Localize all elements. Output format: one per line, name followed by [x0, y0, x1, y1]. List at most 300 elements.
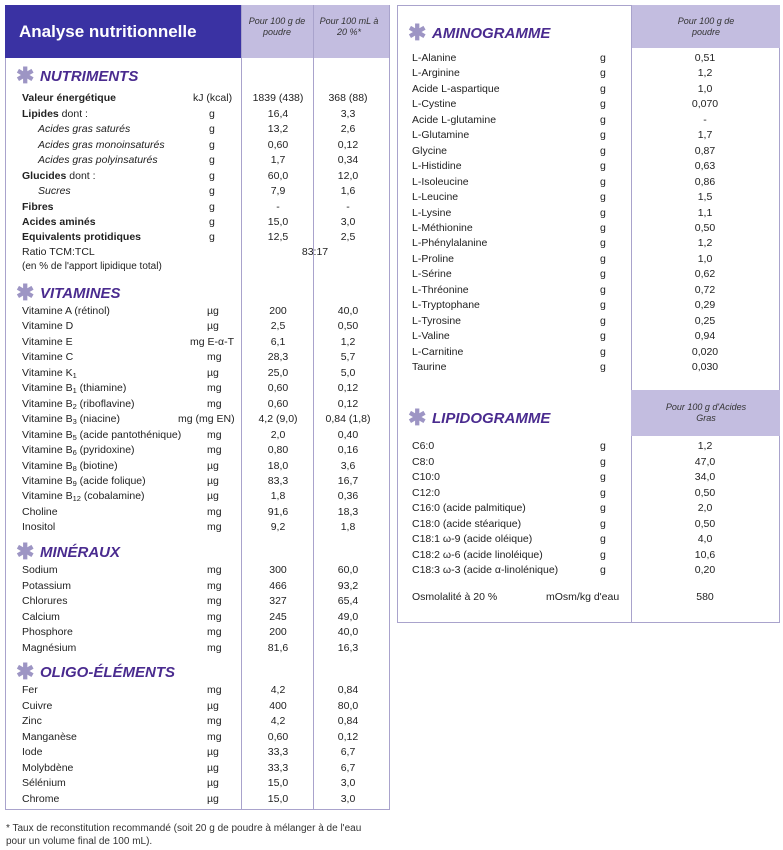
vitamin-value-100ml: 40,0 — [337, 305, 359, 317]
amino-label: L-Histidine — [412, 160, 462, 173]
mineral-value-100ml: 93,2 — [337, 579, 359, 592]
star-icon: ✱ — [408, 405, 427, 430]
oligo-value-100g: 4,2 — [270, 715, 286, 727]
mineral-unit: mg — [207, 579, 222, 592]
vitamin-unit: mg E-α-T — [190, 335, 234, 348]
oligo-label: Cuivre — [22, 699, 53, 712]
lipido-unit: g — [600, 486, 606, 499]
vitamin-name: Vitamine B — [22, 474, 73, 487]
vitamin-subscript: 8 — [72, 463, 77, 473]
star-icon: ✱ — [408, 20, 427, 45]
nutrient-label: Fibres — [22, 201, 54, 213]
vitamin-label — [22, 320, 73, 332]
lipido-header: Pour 100 g d'Acides Gras — [665, 402, 747, 423]
amino-col-divider — [631, 5, 632, 623]
amino-unit: g — [600, 113, 606, 126]
vitamin-desc: (niacine) — [76, 413, 120, 426]
vitamin-name: Vitamine B — [22, 413, 73, 426]
oligo-label: Sélénium — [22, 777, 66, 789]
vitamin-unit: mg — [207, 444, 222, 457]
vitamin-name: Vitamine D — [22, 320, 74, 333]
vitamin-unit: mg — [207, 351, 222, 364]
nutrient-unit: g — [209, 216, 215, 228]
oligo-unit: mg — [207, 730, 222, 743]
vitamin-name: Inositol — [22, 521, 56, 534]
vitamin-label — [22, 382, 126, 394]
oligo-value-100ml: 6,7 — [340, 761, 356, 774]
ratio-note: (en % de l'apport lipidique total) — [22, 261, 162, 272]
vitamin-desc: (pyridoxine) — [76, 444, 135, 457]
lipido-label: C16:0 (acide palmitique) — [412, 502, 526, 514]
vitamin-desc: (acide folique) — [76, 474, 146, 487]
lipido-unit: g — [600, 455, 606, 468]
star-icon: ✱ — [16, 539, 35, 564]
amino-label: L-Tyrosine — [412, 314, 462, 327]
vitamin-name: Vitamine K — [22, 366, 73, 379]
lipido-unit: g — [600, 548, 606, 561]
amino-value: 0,94 — [694, 330, 716, 343]
ratio-value: 83:17 — [301, 246, 329, 258]
vitamin-subscript: 5 — [72, 432, 77, 442]
vitamin-desc: (acide pantothénique) — [76, 428, 182, 441]
vitamin-name: Vitamine B — [22, 459, 73, 472]
vitamin-name: Choline — [22, 505, 58, 518]
amino-value: 0,020 — [691, 345, 719, 358]
nutrient-unit: g — [209, 139, 215, 151]
lipido-unit: g — [600, 471, 606, 483]
lipido-label: C18:0 (acide stéarique) — [412, 517, 522, 530]
amino-label: L-Cystine — [412, 98, 457, 111]
vitamin-unit: mg — [207, 382, 222, 395]
lipido-value: 2,0 — [697, 502, 713, 514]
section-nutriments: NUTRIMENTS — [40, 68, 139, 85]
vitamin-desc: (cobalamine) — [80, 490, 145, 503]
vitamin-value-100g: 2,0 — [270, 428, 286, 441]
amino-label: L-Méthionine — [412, 221, 473, 234]
vitamin-unit: µg — [207, 490, 219, 503]
vitamin-subscript: 2 — [72, 401, 77, 411]
oligo-value-100ml: 0,84 — [337, 715, 359, 727]
oligo-value-100ml: 3,0 — [340, 792, 356, 805]
amino-unit: g — [600, 361, 606, 373]
lipido-label: C18:2 ω-6 (acide linoléique) — [412, 548, 543, 561]
mineral-unit: mg — [207, 595, 222, 607]
lipido-label: C6:0 — [412, 440, 435, 452]
vitamin-label — [22, 490, 145, 502]
amino-unit: g — [600, 345, 606, 358]
amino-unit: g — [600, 52, 606, 64]
vitamin-value-100g: 4,2 (9,0) — [258, 413, 298, 426]
vitamin-unit: mg — [207, 505, 222, 518]
mineral-value-100g: 200 — [269, 626, 287, 638]
nutrient-label-row — [22, 108, 88, 120]
vitamin-name: Vitamine B — [22, 382, 73, 395]
nutrient-label-suffix: dont : — [66, 170, 96, 182]
vitamin-unit: mg — [207, 521, 222, 534]
amino-unit: g — [600, 191, 606, 204]
vitamin-name: Vitamine C — [22, 351, 74, 364]
amino-unit: g — [600, 252, 606, 265]
nutrient-value-100ml: 0,34 — [337, 154, 359, 166]
amino-label: Glycine — [412, 144, 448, 157]
vitamin-value-100ml: 0,12 — [337, 382, 359, 395]
vitamin-value-100g: 1,8 — [270, 490, 286, 503]
nutrient-label: Acides gras polyinsaturés — [38, 154, 158, 166]
header-per-100ml: Pour 100 mL à 20 %* — [319, 16, 379, 37]
oligo-label: Manganèse — [22, 730, 77, 743]
oligo-value-100g: 15,0 — [267, 792, 289, 805]
amino-label: L-Glutamine — [412, 129, 470, 142]
nutrient-label: Equivalents protidiques — [22, 231, 142, 243]
oligo-unit: µg — [207, 699, 219, 712]
amino-unit: g — [600, 98, 606, 111]
nutrient-value-100ml: 12,0 — [337, 170, 359, 182]
vitamin-label — [22, 351, 73, 363]
amino-value: 0,51 — [694, 52, 716, 64]
vitamin-unit: µg — [207, 320, 219, 333]
oligo-label: Zinc — [22, 715, 42, 727]
vitamin-value-100g: 91,6 — [267, 505, 289, 518]
nutrient-value-100ml: 2,5 — [340, 231, 356, 243]
oligo-value-100ml: 6,7 — [340, 746, 356, 758]
amino-unit: g — [600, 129, 606, 142]
vitamin-subscript: 12 — [72, 494, 81, 504]
vitamin-label — [22, 305, 110, 317]
amino-label: L-Thréonine — [412, 283, 469, 296]
mineral-value-100g: 327 — [269, 595, 287, 607]
vitamin-unit: mg — [207, 397, 222, 410]
oligo-unit: mg — [207, 684, 222, 696]
lipido-value: 34,0 — [694, 471, 716, 483]
lipido-unit: g — [600, 533, 606, 545]
vitamin-label — [22, 444, 135, 456]
lipido-unit: g — [600, 564, 606, 576]
nutrient-value-100ml: 3,0 — [340, 216, 356, 228]
nutrient-label: Lipides — [22, 108, 59, 120]
nutrient-value-100g: - — [276, 201, 280, 213]
amino-unit: g — [600, 314, 606, 327]
mineral-value-100ml: 65,4 — [337, 595, 359, 607]
oligo-unit: mg — [207, 715, 222, 727]
amino-label: Taurine — [412, 361, 447, 373]
mineral-unit: mg — [207, 564, 222, 576]
amino-value: 0,030 — [691, 361, 719, 373]
lipido-unit: g — [600, 517, 606, 530]
vitamin-desc: (riboflavine) — [76, 397, 135, 410]
amino-unit: g — [600, 206, 606, 219]
nutrient-value-100ml: 368 (88) — [328, 92, 368, 104]
vitamin-value-100g: 28,3 — [267, 351, 289, 364]
mineral-value-100ml: 40,0 — [337, 626, 359, 638]
lipido-label: C18:1 ω-9 (acide oléique) — [412, 533, 533, 545]
amino-value: 1,0 — [697, 252, 713, 265]
vitamin-value-100g: 200 — [269, 305, 287, 317]
amino-value: 0,63 — [694, 160, 716, 173]
star-icon: ✱ — [16, 280, 35, 305]
nutrient-value-100ml: 0,12 — [337, 139, 359, 151]
amino-label: Acide L-aspartique — [412, 82, 500, 95]
nutrient-unit: g — [209, 185, 215, 197]
nutrient-value-100g: 15,0 — [267, 216, 289, 228]
oligo-value-100g: 400 — [269, 699, 287, 712]
vitamin-subscript: 1 — [72, 370, 77, 380]
nutrient-label: Acides aminés — [22, 216, 96, 228]
amino-value: - — [703, 113, 707, 126]
vitamin-value-100ml: 0,50 — [337, 320, 359, 333]
osmolalite-value: 580 — [696, 591, 714, 603]
amino-value: 1,2 — [697, 237, 713, 250]
vitamin-unit: µg — [207, 366, 219, 379]
mineral-value-100ml: 16,3 — [337, 641, 359, 654]
oligo-unit: µg — [207, 746, 219, 758]
amino-label: L-Tryptophane — [412, 299, 480, 312]
nutrient-value-100g: 7,9 — [270, 185, 286, 197]
nutrient-label: Acides gras monoinsaturés — [38, 139, 165, 151]
amino-unit: g — [600, 67, 606, 80]
lipido-unit: g — [600, 502, 606, 514]
oligo-value-100ml: 80,0 — [337, 699, 359, 712]
vitamin-value-100g: 0,80 — [267, 444, 289, 457]
nutrient-label-suffix: dont : — [58, 108, 88, 120]
lipido-label: C18:3 ω-3 (acide α-linolénique) — [412, 564, 559, 576]
vitamin-desc: (biotine) — [76, 459, 118, 472]
mineral-unit: mg — [207, 626, 222, 638]
vitamin-subscript: 6 — [72, 448, 77, 458]
vitamin-value-100ml: 0,16 — [337, 444, 359, 457]
vitamin-name: Vitamine E — [22, 335, 73, 348]
star-icon: ✱ — [16, 659, 35, 684]
lipido-label: C12:0 — [412, 486, 441, 499]
mineral-label: Chlorures — [22, 595, 68, 607]
amino-value: 1,7 — [697, 129, 713, 142]
amino-value: 1,1 — [697, 206, 713, 219]
mineral-label: Potassium — [22, 579, 72, 592]
nutrient-value-100g: 60,0 — [267, 170, 289, 182]
mineral-value-100ml: 49,0 — [337, 610, 359, 623]
amino-label: L-Leucine — [412, 191, 459, 204]
amino-unit: g — [600, 160, 606, 173]
mineral-value-100g: 81,6 — [267, 641, 289, 654]
amino-value: 0,62 — [694, 268, 716, 281]
section-lipido: LIPIDOGRAMME — [432, 410, 551, 427]
nutrient-unit: g — [209, 123, 215, 135]
oligo-label: Fer — [22, 684, 38, 696]
vitamin-value-100ml: 0,36 — [337, 490, 359, 503]
lipido-value: 0,20 — [694, 564, 716, 576]
vitamin-unit: µg — [207, 474, 219, 487]
oligo-value-100ml: 0,12 — [337, 730, 359, 743]
nutrient-unit: g — [209, 108, 215, 120]
oligo-value-100g: 4,2 — [270, 684, 286, 696]
section-mineraux: MINÉRAUX — [40, 544, 121, 561]
section-amino: AMINOGRAMME — [432, 25, 551, 42]
vitamin-value-100g: 2,5 — [270, 320, 286, 333]
amino-value: 0,25 — [694, 314, 716, 327]
amino-label: L-Alanine — [412, 52, 457, 64]
amino-label: L-Arginine — [412, 67, 460, 80]
vitamin-label — [22, 521, 55, 533]
amino-value: 0,72 — [694, 283, 716, 296]
lipido-value: 10,6 — [694, 548, 716, 561]
oligo-unit: µg — [207, 792, 219, 805]
amino-value: 0,87 — [694, 144, 716, 157]
mineral-value-100g: 245 — [269, 610, 287, 623]
mineral-value-100ml: 60,0 — [337, 564, 359, 576]
amino-value: 0,29 — [694, 299, 716, 312]
vitamin-label — [22, 367, 77, 379]
vitamin-label — [22, 413, 120, 425]
vitamin-value-100ml: 1,2 — [340, 335, 356, 348]
amino-label: L-Carnitine — [412, 345, 464, 358]
vitamin-value-100ml: 5,7 — [340, 351, 356, 364]
lipido-unit: g — [600, 440, 606, 452]
mineral-label: Magnésium — [22, 641, 77, 654]
vitamin-label — [22, 506, 58, 518]
vitamin-unit: µg — [207, 305, 219, 317]
nutrient-unit: g — [209, 231, 215, 243]
amino-unit: g — [600, 330, 606, 343]
amino-unit: g — [600, 299, 606, 312]
vitamin-unit: µg — [207, 459, 219, 472]
vitamin-subscript: 3 — [72, 417, 77, 427]
vitamin-label — [22, 429, 181, 441]
mineral-value-100g: 300 — [269, 564, 287, 576]
amino-label: L-Sérine — [412, 268, 452, 281]
nutrient-value-100g: 16,4 — [267, 108, 289, 120]
vitamin-value-100g: 0,60 — [267, 382, 289, 395]
vitamin-value-100g: 0,60 — [267, 397, 289, 410]
amino-unit: g — [600, 268, 606, 281]
oligo-unit: µg — [207, 761, 219, 774]
mineral-label: Calcium — [22, 610, 60, 623]
mineral-unit: mg — [207, 641, 222, 654]
vitamin-name: Vitamine B — [22, 397, 73, 410]
vitamin-subscript: 9 — [72, 478, 77, 488]
amino-value: 1,2 — [697, 67, 713, 80]
vitamin-value-100g: 6,1 — [270, 335, 286, 348]
lipido-value: 47,0 — [694, 455, 716, 468]
oligo-value-100g: 15,0 — [267, 777, 289, 789]
amino-unit: g — [600, 82, 606, 95]
star-icon: ✱ — [16, 63, 35, 88]
vitamin-name: Vitamine B — [22, 444, 73, 457]
nutrient-unit: g — [209, 154, 215, 166]
amino-label: L-Valine — [412, 330, 450, 343]
oligo-label: Chrome — [22, 792, 60, 805]
amino-unit: g — [600, 144, 606, 157]
amino-label: L-Isoleucine — [412, 175, 469, 188]
footnote: * Taux de reconstitution recommandé (soit 20 g de poudre à mélanger à de l'eau pour un volume final de 100 mL). — [6, 823, 362, 847]
vitamin-label — [22, 336, 73, 348]
mineral-label: Phosphore — [22, 626, 73, 638]
vitamin-name: Vitamine B — [22, 490, 73, 503]
header-per-100g: Pour 100 g de poudre — [248, 16, 306, 37]
amino-value: 0,86 — [694, 175, 716, 188]
oligo-value-100g: 0,60 — [267, 730, 289, 743]
amino-value: 0,070 — [691, 98, 719, 111]
oligo-label: Molybdène — [22, 761, 74, 774]
mineral-value-100g: 466 — [269, 579, 287, 592]
nutrient-value-100ml: 1,6 — [340, 185, 356, 197]
lipido-value: 0,50 — [694, 486, 716, 499]
amino-unit: g — [600, 221, 606, 234]
section-oligo: OLIGO-ÉLÉMENTS — [40, 664, 175, 681]
amino-value: 1,5 — [697, 191, 713, 204]
vitamin-value-100ml: 0,40 — [337, 428, 359, 441]
nutrient-value-100g: 12,5 — [267, 231, 289, 243]
vitamin-value-100ml: 3,6 — [340, 459, 356, 472]
vitamin-value-100ml: 5,0 — [340, 366, 356, 379]
amino-unit: g — [600, 283, 606, 296]
osmolalite-label: Osmolalité à 20 % — [412, 591, 498, 603]
vitamin-desc: (thiamine) — [76, 382, 127, 395]
amino-value: 0,50 — [694, 221, 716, 234]
lipido-value: 0,50 — [694, 517, 716, 530]
nutrient-value-100g: 1839 (438) — [252, 92, 304, 104]
lipido-value: 4,0 — [697, 533, 713, 545]
vitamin-value-100ml: 1,8 — [340, 521, 356, 534]
nutrient-value-100g: 0,60 — [267, 139, 289, 151]
vitamin-label — [22, 398, 135, 410]
amino-label: L-Proline — [412, 252, 455, 265]
oligo-value-100g: 33,3 — [267, 746, 289, 758]
nutrient-value-100ml: - — [346, 201, 350, 213]
mineral-unit: mg — [207, 610, 222, 623]
amino-unit: g — [600, 175, 606, 188]
vitamin-subscript: 1 — [72, 386, 77, 396]
osmolalite-unit: mOsm/kg d'eau — [546, 591, 620, 603]
nutrient-label: Sucres — [38, 185, 71, 197]
vitamin-value-100ml: 16,7 — [337, 474, 359, 487]
section-vitamines: VITAMINES — [40, 285, 121, 302]
lipido-label: C10:0 — [412, 471, 441, 483]
amino-header: Pour 100 g de poudre — [677, 16, 735, 37]
vitamin-value-100g: 9,2 — [270, 521, 286, 534]
vitamin-label — [22, 460, 118, 472]
lipido-value: 1,2 — [697, 440, 713, 452]
nutrient-label: Acides gras saturés — [38, 123, 131, 135]
nutrient-unit: g — [209, 170, 215, 182]
vitamin-value-100g: 25,0 — [267, 366, 289, 379]
oligo-label: Iode — [22, 746, 43, 758]
vitamin-value-100ml: 18,3 — [337, 505, 359, 518]
page-title: Analyse nutritionnelle — [5, 5, 245, 58]
vitamin-unit: mg (mg EN) — [178, 413, 235, 426]
mineral-label: Sodium — [22, 564, 58, 576]
oligo-value-100ml: 0,84 — [337, 684, 359, 696]
oligo-unit: µg — [207, 777, 219, 789]
oligo-value-100ml: 3,0 — [340, 777, 356, 789]
vitamin-unit: mg — [207, 428, 222, 441]
nutrient-unit: kJ (kcal) — [193, 92, 233, 104]
vitamin-name: Vitamine A (rétinol) — [22, 305, 110, 317]
ratio-label: Ratio TCM:TCL — [22, 246, 95, 258]
amino-unit: g — [600, 237, 606, 250]
nutrient-value-100ml: 2,6 — [340, 123, 356, 135]
vitamin-name: Vitamine B — [22, 428, 73, 441]
nutrient-value-100g: 1,7 — [270, 154, 286, 166]
lipido-label: C8:0 — [412, 455, 435, 468]
vitamin-value-100g: 18,0 — [267, 459, 289, 472]
nutrient-label-row — [22, 170, 96, 182]
vitamin-value-100ml: 0,84 (1,8) — [325, 413, 371, 426]
oligo-value-100g: 33,3 — [267, 761, 289, 774]
amino-label: L-Phénylalanine — [412, 237, 488, 250]
vitamin-value-100g: 83,3 — [267, 474, 289, 487]
nutrient-value-100ml: 3,3 — [340, 108, 356, 120]
nutrient-label: Glucides — [22, 170, 67, 182]
vitamin-value-100ml: 0,12 — [337, 397, 359, 410]
